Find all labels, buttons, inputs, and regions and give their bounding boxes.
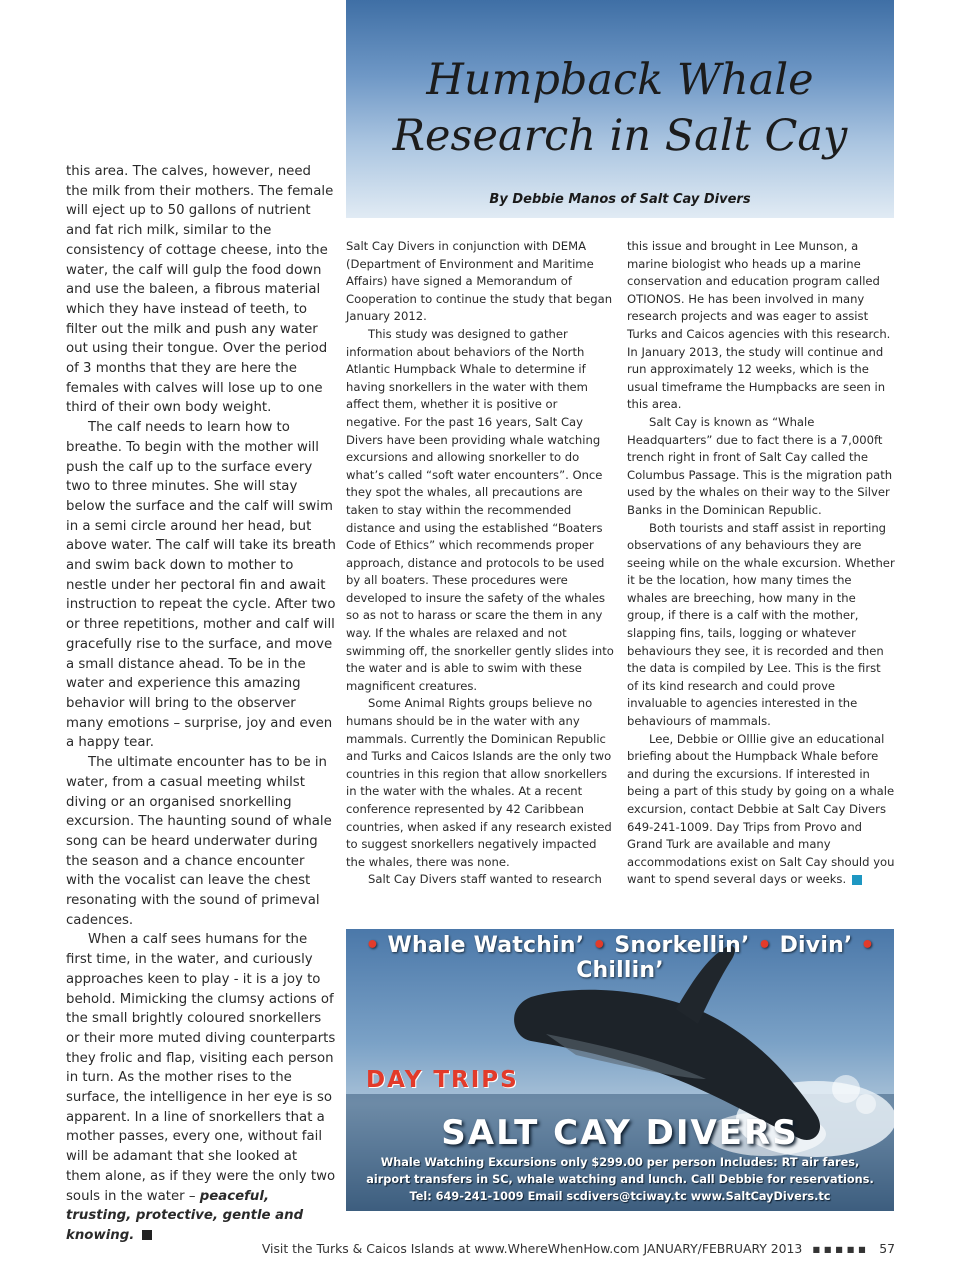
article-title [346, 52, 894, 164]
middle-paragraph-4: Salt Cay Divers staff wanted to research [368, 872, 602, 887]
tagline-bullet: • [860, 933, 875, 958]
article-title-line-2: Research in Salt Cay [392, 111, 848, 161]
tagline-bullet: • [365, 933, 380, 958]
ad-day-trips: DAY TRIPS [366, 1067, 519, 1093]
page-footer [0, 1241, 895, 1256]
left-paragraph-4 [66, 930, 336, 1245]
ad-contact-line: Tel: 649-241-1009 Email scdivers@tciway.tc www.SaltCayDivers.tc [409, 1190, 831, 1203]
end-of-article-square-icon [142, 1230, 152, 1240]
middle-paragraph-3: Some Animal Rights groups believe no humans should be in the water with any mammals. Currently the Dominican Republic and Turks and Caicos Islands are the only two countries in this region that allow snorkellers in the water with the whales. At a recent conference represented by 42 Caribbean countries, when asked if any research existed to suggest snorkellers negatively impacted the whales, there was none. [346, 696, 612, 869]
ad-price-line: Whale Watching Excursions only $299.00 per person Includes: RT air fares, [380, 1156, 860, 1169]
article-byline: By Debbie Manos of Salt Cay Divers [489, 192, 751, 207]
left-paragraph-3: The ultimate encounter has to be in water, from a casual meeting whilst diving or an organised snorkelling excursion. The haunting sound of whale song can be heard underwater during the season and a chance encounter with the vocalist can leave the chest resonating with the sound of primeval cadences. [66, 755, 332, 928]
left-paragraph-4-text: When a calf sees humans for the first time, in the water, and curiously approaches keen to play - it is a joy to behold. Mimicking the clumsy actions of the small brightly coloured snorkellers or their more muted diving counterparts they frolic and flap, visiting each person in turn. As the mother rises to the surface, the intelligence in her eye is so apparent. In a line of snorkellers that a mother passes, every one, without fail will be adamant that she looked at them alone, as if they were the only two souls in the water – [66, 932, 336, 1204]
footer-dots: ▪▪▪▪▪ [812, 1241, 870, 1256]
right-paragraph-3: Both tourists and staff assist in reporting observations of any behaviours they are seeing while on the whale excursion. Whether it be the location, how many times the whales are breeching, how many in the group, if there is a calf with the mother, slapping fins, tails, logging or whatever behaviours they see, it is recorded and then the data is compiled by Lee. This is the first of its kind research and could prove invaluable to agencies interested in the behaviours of mammals. [627, 520, 895, 729]
ad-includes-line: airport transfers in SC, whale watching and lunch. Call Debbie for reservations. [366, 1173, 874, 1186]
middle-column [346, 238, 614, 889]
tagline-item-snorkellin: Snorkellin’ [614, 933, 750, 958]
middle-paragraph-2: This study was designed to gather information about behaviors of the North Atlantic Humpback Whale to determine if having snorkellers in the water with them affect them, whether it is positive or negative. For the past 16 years, Salt Cay Divers have been providing whale watching excursions and allowing snorkeller to do what’s called “soft water encounters”. Once they spot the whales, all precautions are taken to stay within the recommended distance and using the established “Boaters Code of Ethics” which recommends proper approach, distance and protocols to be used by all boaters. These procedures were developed to insure the safety of the whales so as not to harass or scare the them in any way. If the whales are relaxed and not swimming off, the snorkeller gently slides into the water and is able to swim with these magnificent creatures. [346, 326, 614, 693]
tagline-bullet: • [757, 933, 772, 958]
footer-text: Visit the Turks & Caicos Islands at www.WhereWhenHow.com JANUARY/FEBRUARY 2013 [261, 1241, 803, 1256]
salt-cay-divers-ad [346, 929, 894, 1211]
header-banner [346, 0, 894, 218]
article-title-line-1: Humpback Whale [426, 55, 814, 105]
left-paragraph-1: this area. The calves, however, need the milk from their mothers. The female will eject up to 50 gallons of nutrient and fat rich milk, similar to the consistency of cottage cheese, into the water, the calf will gulp the food down and use the baleen, a fibrous material which they have instead of teeth, to filter out the milk and push any water out using their tongue. Over the period of 3 months that they are here the females with calves will lose up to one third of their own body weight. [66, 164, 334, 416]
middle-paragraph-1: Salt Cay Divers in conjunction with DEMA (Department of Environment and Maritime Affairs) have signed a Memorandum of Cooperation to continue the study that began January 2012. [346, 239, 613, 324]
page-number: 57 [879, 1241, 895, 1256]
right-paragraph-1: this issue and brought in Lee Munson, a marine biologist who heads up a marine conservation and education program called OTIONOS. He has been involved in many research projects and was eager to assist Turks and Caicos agencies with this research. In January 2013, the study will continue and run approximately 12 weeks, which is the usual timeframe the Humpbacks are seen in this area. [627, 239, 891, 412]
tagline-bullet: • [592, 933, 607, 958]
right-paragraph-2: Salt Cay is known as “Whale Headquarters” due to fact there is a 7,000ft trench right in front of Salt Cay called the Columbus Passage. This is the migration path used by the whales on their way to the Silver Banks in the Dominican Republic. [627, 414, 893, 517]
tagline-item-chillin: Chillin’ [576, 958, 664, 983]
ad-brand-name: SALT CAY DIVERS [441, 1113, 799, 1153]
closing-phrase: peaceful, trusting, protective, gentle and knowing. [66, 1188, 304, 1243]
left-column [66, 162, 336, 1246]
right-column [627, 238, 895, 889]
left-paragraph-2: The calf needs to learn how to breathe. To begin with the mother will push the calf up to the surface every two to three minutes. She will stay below the surface and the calf will swim in a semi circle around her head, but above water. The calf will take its breath and swim back down to mother to nestle under her pectoral fin and await instruction to repeat the cycle. After two or three repetitions, mother and calf will gracefully rise to the surface, and move a small distance ahead. To be in the water and experience this amazing behavior will bring to the observer many emotions – surprise, joy and even a happy tear. [66, 420, 336, 751]
tagline-item-divin: Divin’ [779, 933, 853, 958]
end-of-article-teal-square-icon [852, 875, 862, 885]
ad-tagline [346, 933, 894, 983]
right-paragraph-4 [627, 731, 895, 889]
tagline-item-whale-watchin: Whale Watchin’ [387, 933, 585, 958]
right-paragraph-4-text: Lee, Debbie or Olllie give an educational briefing about the Humpback Whale before and during the excursions. If interested in being a part of this study by going on a whale excursion, contact Debbie at Salt Cay Divers 649-241-1009. Day Trips from Provo and Grand Turk are available and many accommodations exist on Salt Cay should you want to spend several days or weeks. [627, 731, 895, 887]
